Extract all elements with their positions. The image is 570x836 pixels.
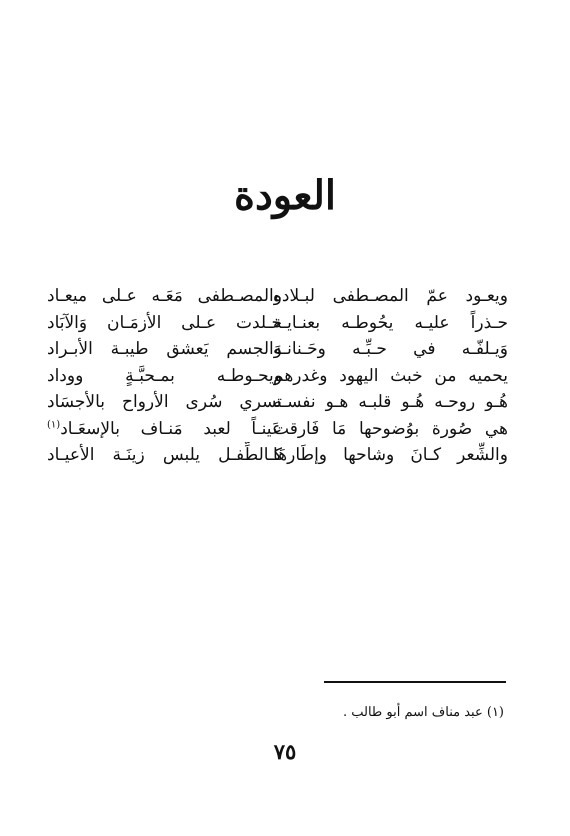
verse-left-3: وَالجسم يَعشق طيبـة الأبـراد — [47, 339, 282, 359]
footnote-text: (١) عبد مناف اسم أبو طالب . — [342, 705, 504, 720]
page-number: ٧٥ — [273, 739, 297, 764]
verse-left-6 — [47, 416, 282, 443]
verse-right-3: وَيـلفّـه في حـبِّـه وحَـنانـه — [273, 339, 508, 359]
footnote-divider — [324, 681, 506, 683]
verse-right-6: هي صُورة بوُضوحها مَا فَارقت — [273, 418, 508, 439]
poem-title: العودة — [233, 172, 337, 219]
footnote-marker: (١) — [47, 418, 61, 430]
verse-right-1: ويعـود عمّ المصـطفى لبـلاده — [273, 286, 508, 306]
verse-left-6-text: عَينـاً لعبد مَنـاف بالإسعَـاد — [60, 418, 282, 439]
poem-left-column — [47, 283, 282, 469]
verse-right-5: هُـو روحـه هُـو قلبـه هـو نفسـه — [273, 392, 508, 412]
verse-left-5: تسري سُرى الأرواح بالأجسَاد — [47, 392, 282, 412]
verse-right-2: حـذراً عليـه يحُوطـه بعنـايـة — [273, 312, 508, 333]
verse-left-4: ويحـوطـه بمـحبَّـةٍ ووداد — [47, 365, 282, 386]
verse-left-2: خـلدت عـلى الأزمَـان وَالآبَاد — [47, 312, 282, 333]
verse-left-1: والمصـطفى مَعَـه عـلى ميعـاد — [47, 286, 282, 306]
verse-left-7: كـالطِّفـل يلبس زينَـة الأعيـاد — [47, 445, 282, 465]
poem-right-column — [273, 283, 508, 469]
verse-right-4: يحميه من خبث اليهود وغدرهم — [273, 365, 508, 386]
verse-right-7: والشِّعر كـانَ وشاحها وإطَارهَا — [273, 445, 508, 465]
